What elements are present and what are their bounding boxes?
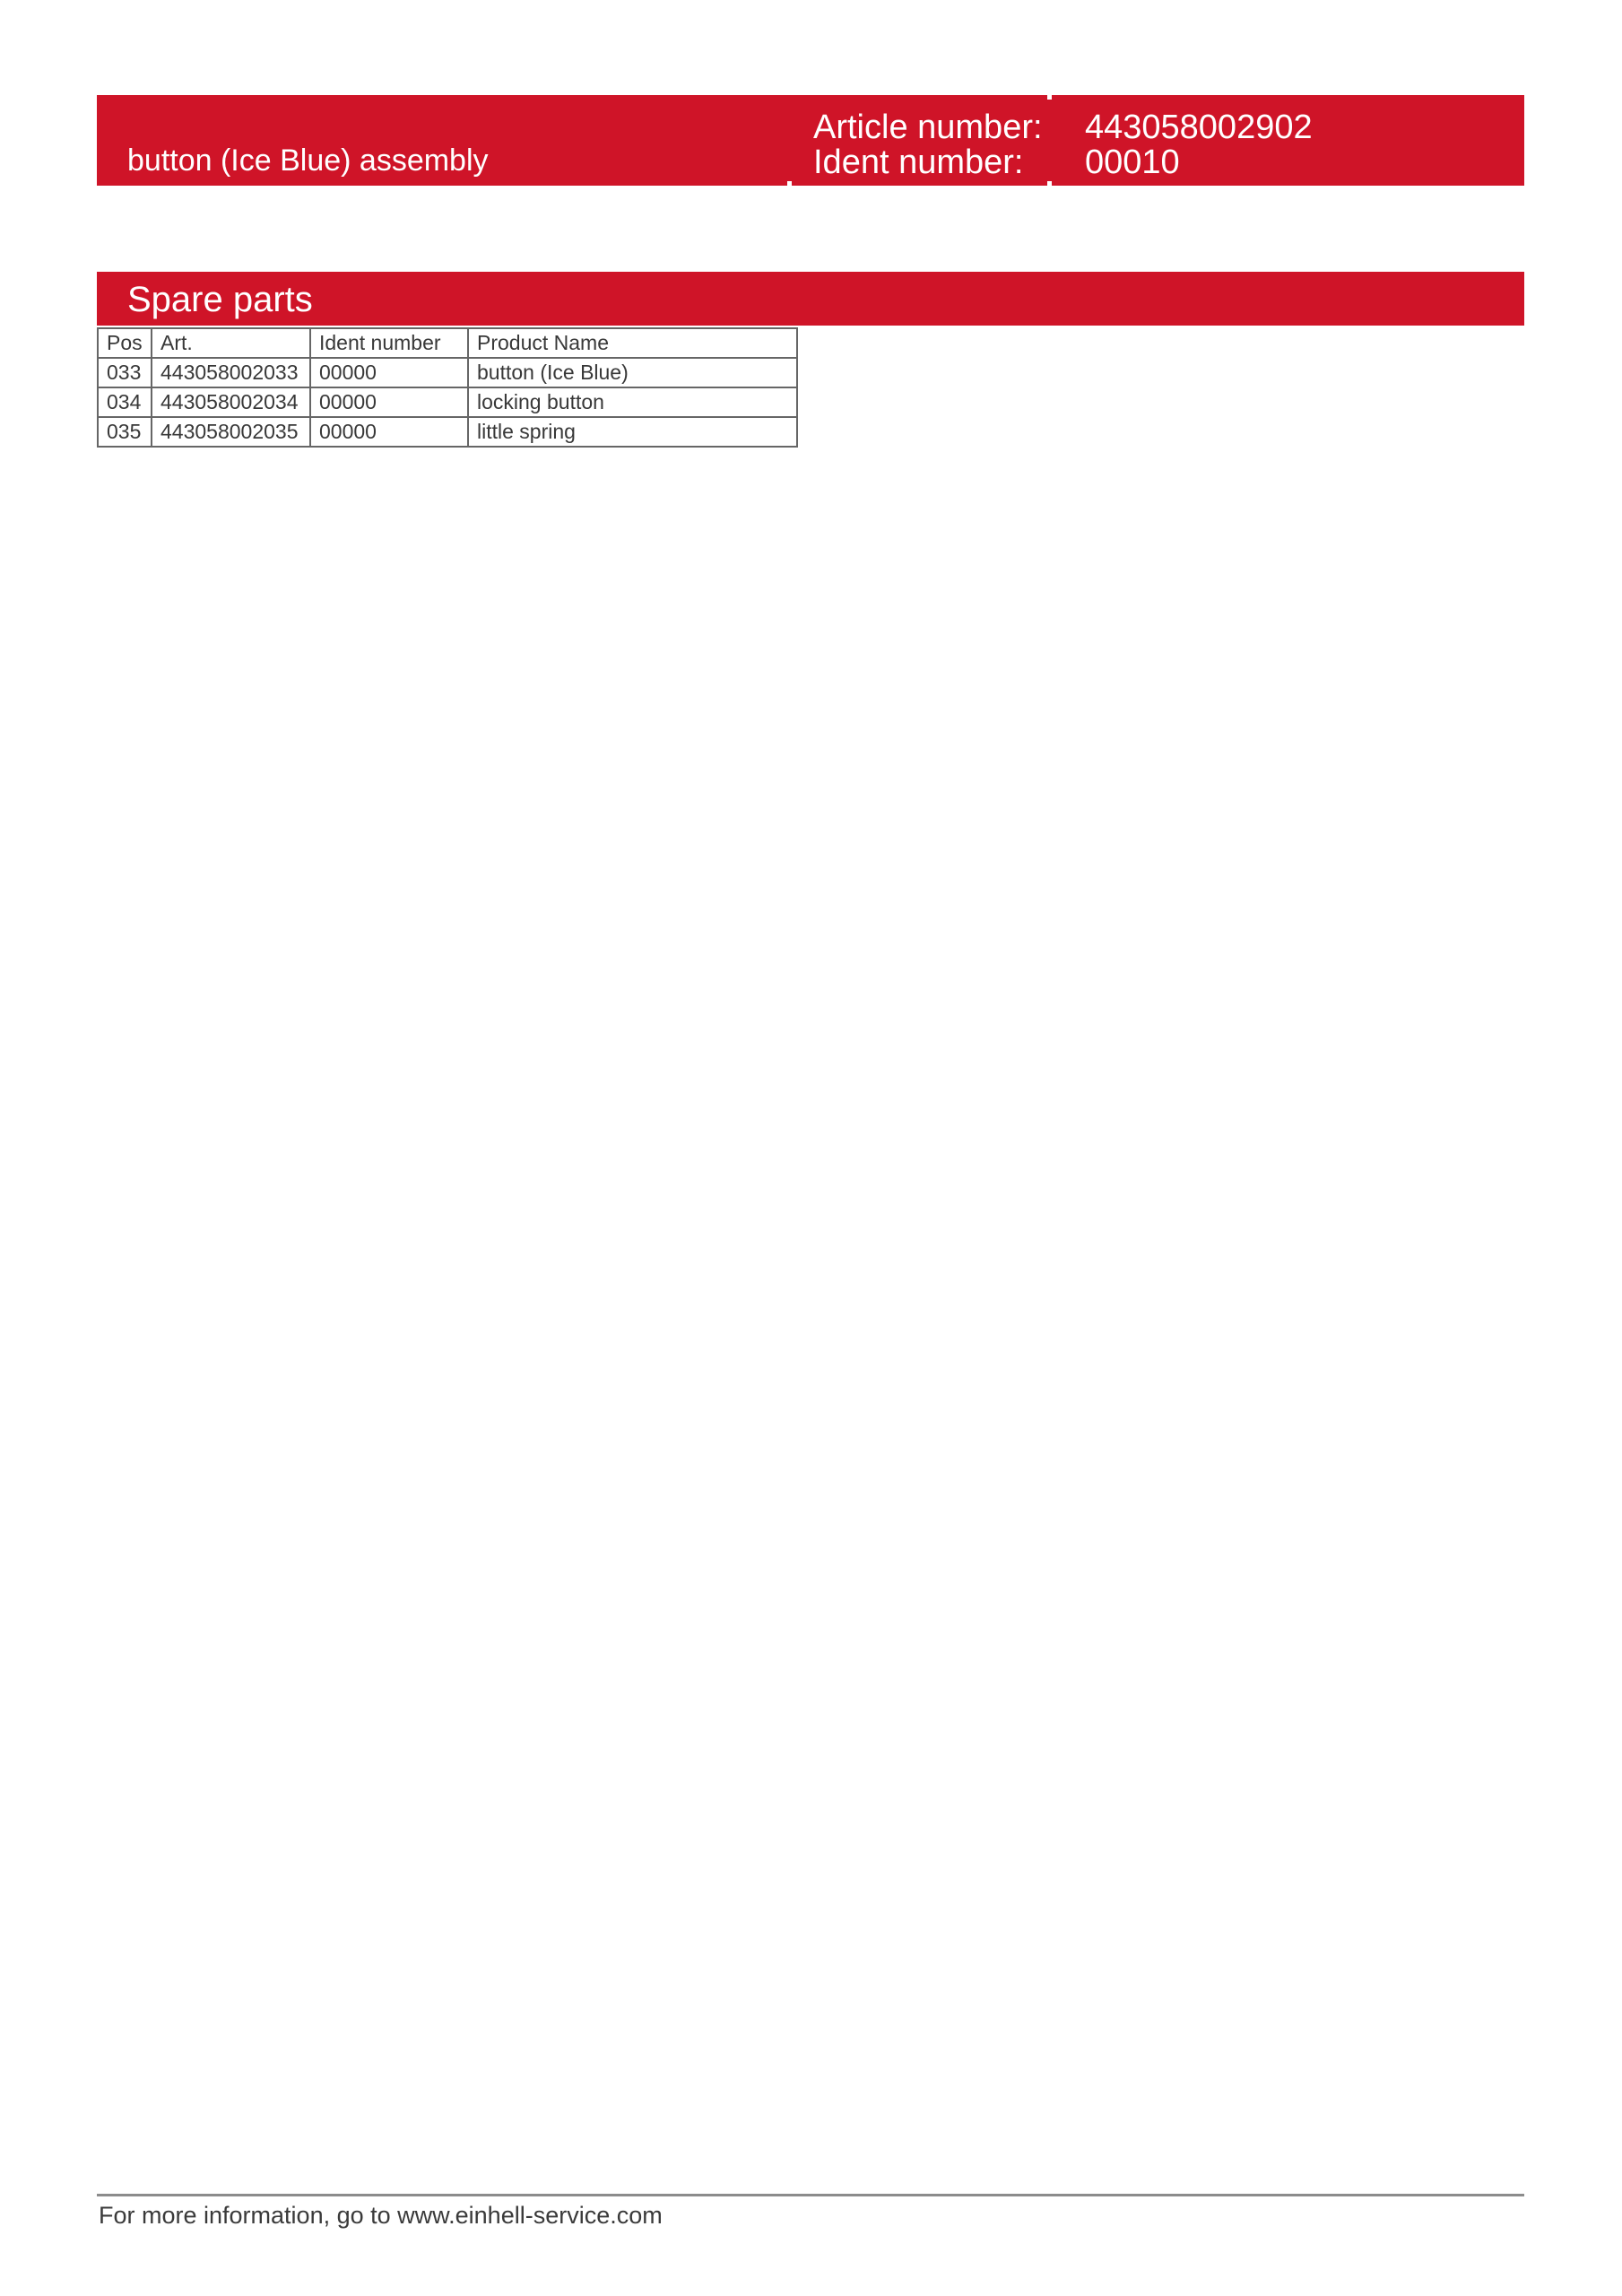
cell-product: locking button [468,387,797,417]
table-row [98,417,797,447]
article-number-value: 443058002902 [1085,109,1313,146]
ident-number-value: 00010 [1085,144,1180,181]
header-cell-gap [1047,181,1052,186]
article-number-label: Article number: [813,109,1043,146]
article-number-row [813,110,1313,145]
table-row [98,387,797,417]
col-header-pos: Pos [98,328,152,358]
cell-art: 443058002034 [152,387,310,417]
table-header-row [98,328,797,358]
col-header-product: Product Name [468,328,797,358]
cell-product: button (Ice Blue) [468,358,797,387]
cell-product: little spring [468,417,797,447]
spare-parts-heading-bar [97,272,1524,326]
cell-ident: 00000 [310,387,468,417]
cell-ident: 00000 [310,417,468,447]
cell-pos: 033 [98,358,152,387]
cell-ident: 00000 [310,358,468,387]
cell-art: 443058002035 [152,417,310,447]
cell-pos: 035 [98,417,152,447]
header-cell-gap [787,181,792,186]
footer-divider [97,2194,1524,2196]
ident-number-label: Ident number: [813,144,1024,181]
cell-pos: 034 [98,387,152,417]
ident-number-row [813,145,1313,180]
col-header-art: Art. [152,328,310,358]
table-row [98,358,797,387]
col-header-ident: Ident number [310,328,468,358]
spare-parts-heading: Spare parts [127,280,313,319]
spare-parts-table [97,327,798,448]
header-cell-gap [1047,95,1052,100]
cell-art: 443058002033 [152,358,310,387]
header-meta [813,110,1313,180]
assembly-title: button (Ice Blue) assembly [127,144,489,178]
footer-text: For more information, go to www.einhell-service.com [99,2202,663,2229]
header-bar [97,95,1524,186]
